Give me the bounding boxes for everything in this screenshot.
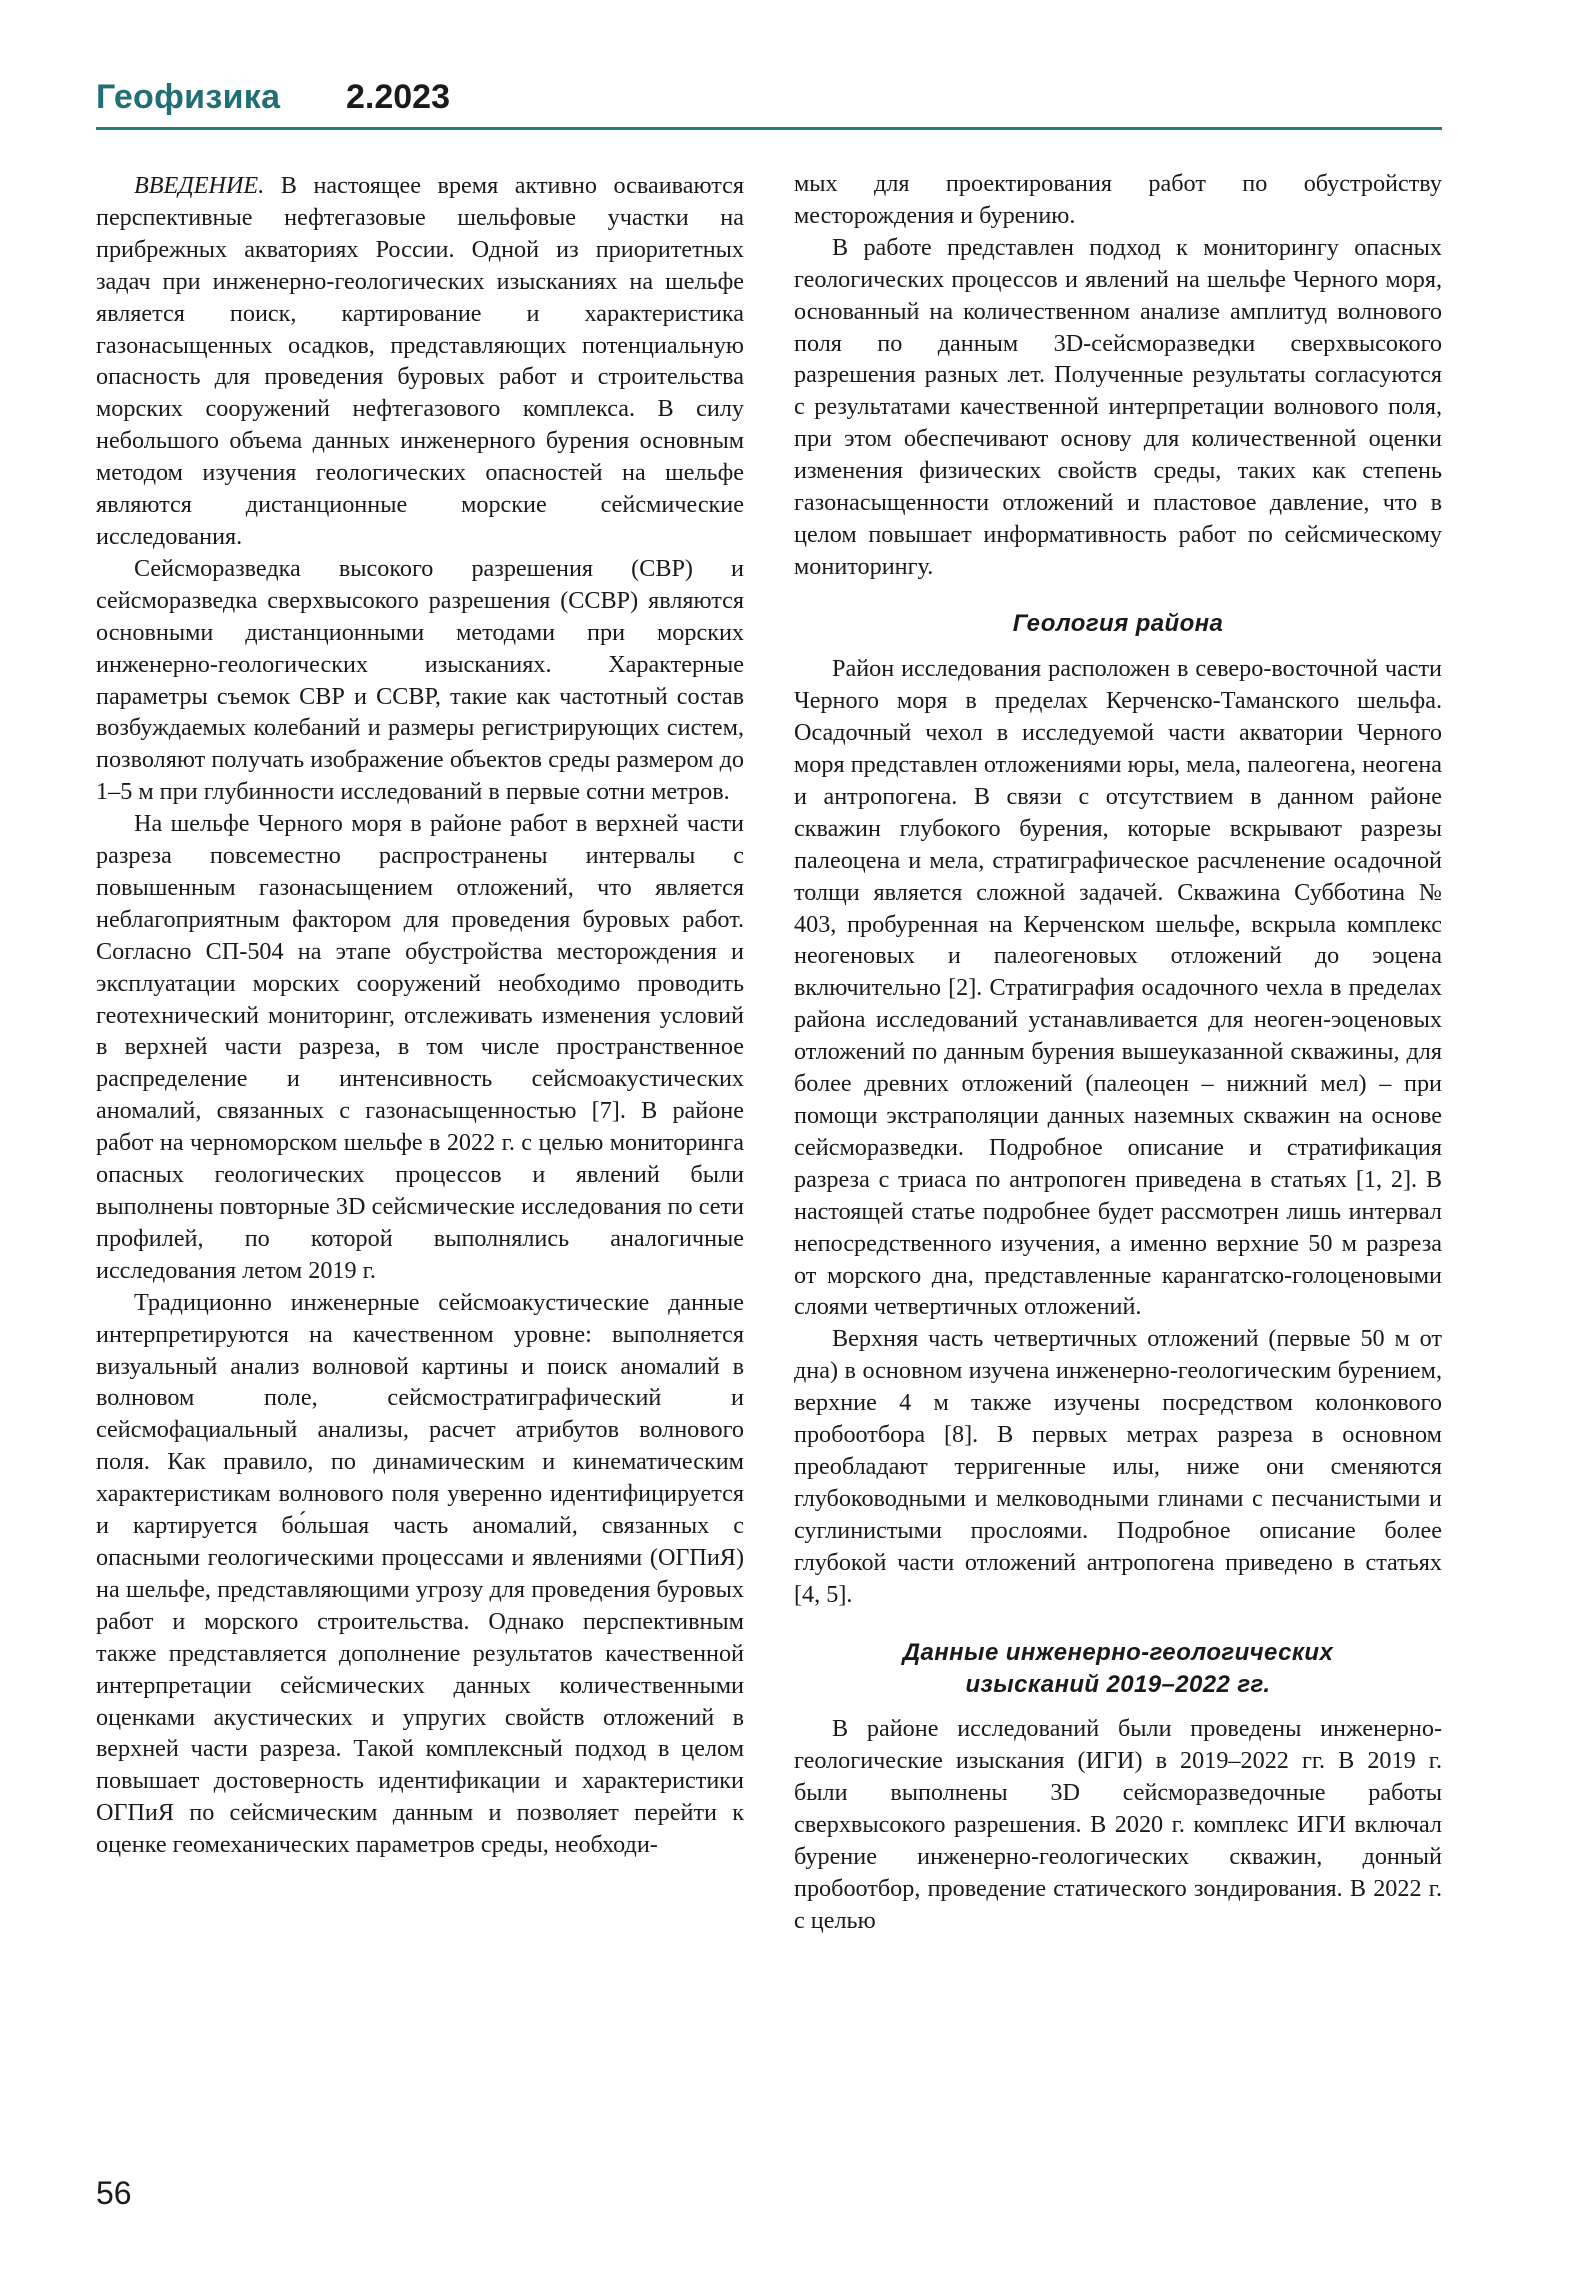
intro-paragraph [96,170,744,553]
paragraph: В районе исследований были проведены инженерно-геологические изыскания (ИГИ) в 2019–2022 гг. В 2019 г. были выполнены 3D сейсморазведочные работы сверхвысокого разрешения. В 2020 г. комплекс ИГИ включал бурение инженерно-геологических скважин, донный пробоотбор, проведение статического зондирования. В 2022 г. с целью [794,1715,1442,1934]
left-column [96,170,744,1861]
paragraph: Сейсморазведка высокого разрешения (СВР) и сейсморазведка сверхвысокого разрешения (ССВР) являются основными дистанционными методами при морских инженерно-геологических изысканиях. Характерные параметры съемок СВР и ССВР, такие как частотный состав возбуждаемых колебаний и размеры регистрирующих систем, позволяют получать изображение объектов среды размером до 1–5 м при глубинности исследований в первые сотни метров. [96,554,744,806]
paragraph: На шельфе Черного моря в районе работ в верхней части разреза повсеместно распространены интервалы с повышенным газонасыщением отложений, что является неблагоприятным фактором для проведения буровых работ. Согласно СП-504 на этапе обустройства месторождения и эксплуатации морских сооружений необходимо проводить геотехнический мониторинг, отслеживать изменения условий в верхней части разреза, в том числе пространственное распределение и интенсивность сейсмоакустических аномалий, связанных с газонасыщенностью [7]. В районе работ на черноморском шельфе в 2022 г. с целью мониторинга опасных геологических процессов и явлений были выполнены повторные 3D сейсмические исследования по сети профилей, по которой выполнялись аналогичные исследования летом 2019 г. [96,810,744,1284]
journal-title: Геофизика [96,78,281,116]
section-heading-survey-data [794,1637,1442,1700]
paragraph-continuation: мых для проектирования работ по обустройству месторождения и бурению. [794,170,1442,229]
header-rule [96,127,1442,130]
section-heading-line: Данные инженерно-геологических [902,1639,1334,1667]
paragraph: В работе представлен подход к мониторингу опасных геологических процессов и явлений на шельфе Черного моря, основанный на количественном анализе амплитуд волнового поля по данным 3D-сейсморазведки сверхвысокого разрешения разных лет. Полученные результаты согласуются с результатами качественной интерпретации волнового поля, при этом обеспечивают основу для количественной оценки изменения физических свойств среды, таких как степень газонасыщенности отложений и пластовое давление, что в целом повышает информативность работ по сейсмическому мониторингу. [794,233,1442,580]
issue-number: 2.2023 [346,78,450,116]
paragraph: Верхняя часть четвертичных отложений (первые 50 м от дна) в основном изучена инженерно-геологическим бурением, верхние 4 м также изучены посредством колонкового пробоотбора [8]. В первых метрах разреза в основном преобладают терригенные илы, ниже они сменяются глубоководными и мелководными глинами с песчанистыми и суглинистыми прослоями. Подробное описание более глубокой части отложений антропогена приведено в статьях [4, 5]. [794,1325,1442,1608]
right-column [794,168,1442,1937]
running-header [96,78,1442,126]
intro-heading: ВВЕДЕНИЕ. [134,172,265,199]
section-heading-line: изысканий 2019–2022 гг. [965,1670,1271,1698]
intro-text: В настоящее время активно осваиваются перспективные нефтегазовые шельфовые участки на прибрежных акваториях России. Одной из приоритетных задач при инженерно-геологических изысканиях на шельфе является поиск, картирование и характеристика газонасыщенных осадков, представляющих потенциальную опасность для проведения буровых работ и строительства морских сооружений нефтегазового комплекса. В силу небольшого объема данных инженерного бурения основным методом изучения геологических опасностей на шельфе являются дистанционные морские сейсмические исследования. [96,172,744,550]
paragraph: Традиционно инженерные сейсмоакустические данные интерпретируются на качественном уровне: выполняется визуальный анализ волновой картины и поиск аномалий в волновом поле, сейсмостратиграфический и сейсмофациальный анализы, расчет атрибутов волнового поля. Как правило, по динамическим и кинематическим характеристикам волнового поля уверенно идентифицируется и картируется бо́льшая часть аномалий, связанных с опасными геологическими процессами и явлениями (ОГПиЯ) на шельфе, представляющими угрозу для проведения буровых работ и морского строительства. Однако перспективным также представляется дополнение результатов качественной интерпретации сейсмических данных количественными оценками акустических и упругих свойств отложений в верхней части разреза. Такой комплексный подход в целом повышает достоверность идентификации и характеристики ОГПиЯ по сейсмическим данным и позволяет перейти к оценке геомеханических параметров среды, необходи- [96,1288,744,1859]
page-number: 56 [96,2175,132,2211]
section-heading-geology: Геология района [1012,609,1224,637]
paragraph: Район исследования расположен в северо-восточной части Черного моря в пределах Керченско-Таманского шельфа. Осадочный чехол в исследуемой части акватории Черного моря представлен отложениями юры, мела, палеогена, неогена и антропогена. В связи с отсутствием в данном районе скважин глубокого бурения, которые вскрывают разрезы палеоцена и мела, стратиграфическое расчленение осадочной толщи является сложной задачей. Скважина Субботина № 403, пробуренная на Керченском шельфе, вскрыла комплекс неогеновых и палеогеновых отложений до эоцена включительно [2]. Стратиграфия осадочного чехла в пределах района исследований устанавливается для неоген-эоценовых отложений по данным бурения вышеуказанной скважины, для более древних отложений (палеоцен – нижний мел) – при помощи экстраполяции данных наземных скважин на основе сейсморазведки. Подробное описание и стратификация разреза с триаса по антропоген приведена в статьях [1, 2]. В настоящей статье подробнее будет рассмотрен лишь интервал непосредственного изучения, а именно верхние 50 м разреза от морского дна, представленные карангатско-голоценовыми слоями четвертичных отложений. [794,655,1442,1321]
